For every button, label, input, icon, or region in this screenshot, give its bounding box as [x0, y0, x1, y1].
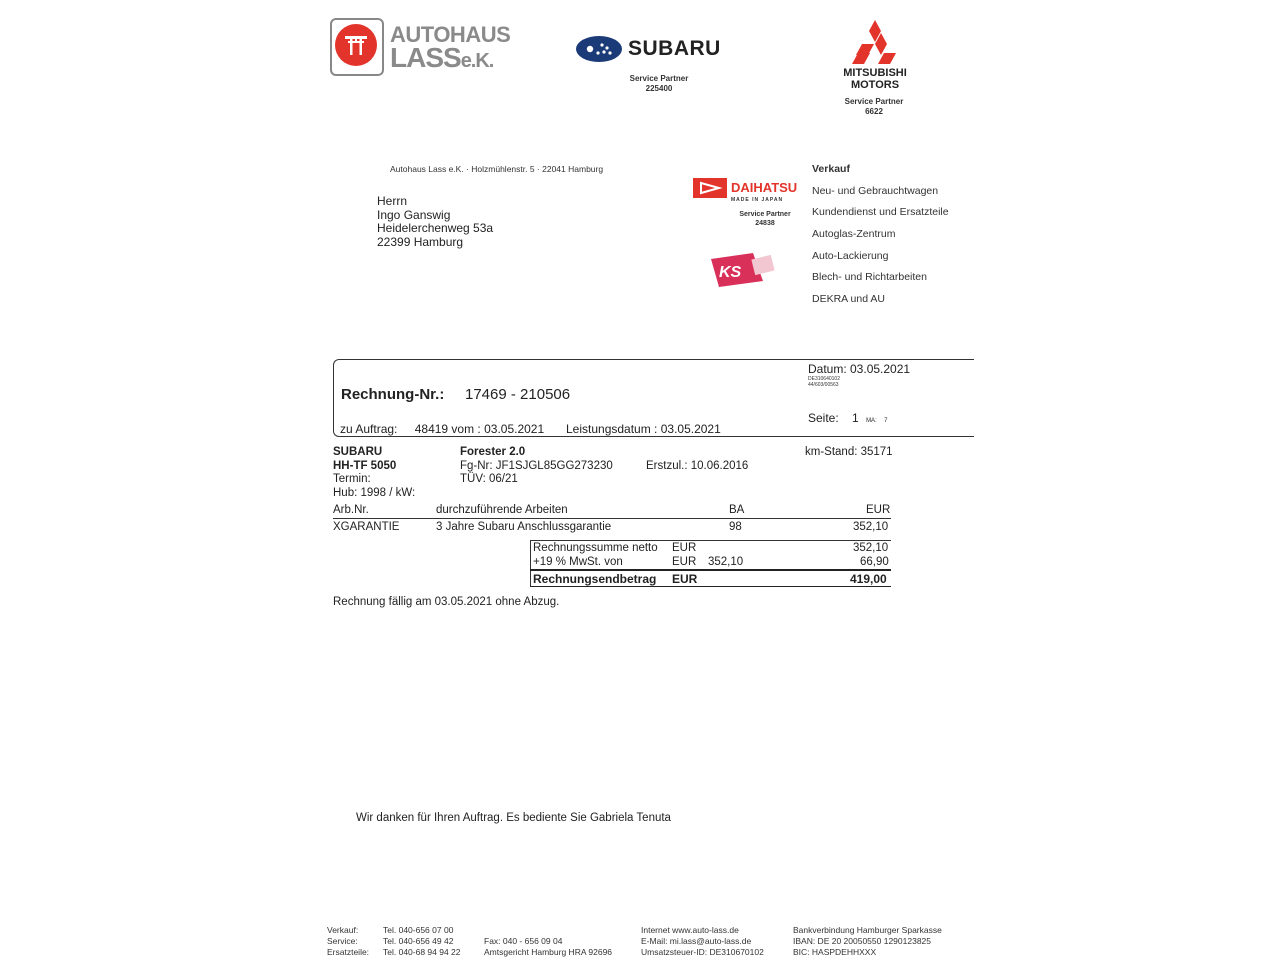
service-item: Kundendienst und Ersatzteile	[812, 206, 949, 219]
service-item: Neu- und Gebrauchtwagen	[812, 184, 939, 197]
col-header-eur: EUR	[866, 504, 891, 516]
row-description: 3 Jahre Subaru Anschlussgarantie	[436, 521, 612, 533]
netto-currency: EUR	[672, 542, 697, 554]
sender-address-line: Autohaus Lass e.K. · Holzmühlenstr. 5 · 22041 Hamburg	[390, 164, 604, 174]
invoice-number: 17469 - 210506	[465, 386, 571, 403]
subaru-stars-icon	[576, 36, 622, 62]
footer-online	[641, 925, 764, 958]
ks-autoglas-logo	[707, 253, 777, 293]
daihatsu-wordmark: DAIHATSU	[731, 180, 798, 195]
netto-label: Rechnungssumme netto	[533, 542, 658, 554]
vehicle-mileage: km-Stand: 35171	[805, 446, 893, 458]
mitsubishi-service-partner	[835, 97, 913, 117]
mitsubishi-line1: MITSUBISHI	[843, 67, 907, 79]
recipient-city: 22399 Hamburg	[377, 234, 464, 249]
footer-bank	[793, 925, 942, 958]
footer-label-ersatzteile: Ersatzteile:	[327, 947, 370, 957]
order-label: zu Auftrag:	[340, 422, 398, 436]
footer-phone-labels	[327, 925, 369, 958]
col-header-arbeiten: durchzuführende Arbeiten	[436, 504, 568, 516]
footer-fax: Fax: 040 - 656 09 04	[484, 936, 563, 946]
footer-label-verkauf: Verkauf:	[327, 925, 359, 935]
summary-bottom-line	[530, 586, 891, 587]
invoice-number-label: Rechnung-Nr.:	[341, 386, 445, 403]
daihatsu-made-in-japan: MADE IN JAPAN	[731, 197, 784, 203]
page-number: 1	[852, 411, 859, 425]
thank-you-note: Wir danken für Ihren Auftrag. Es bediente Sie Gabriela Tenuta	[356, 812, 671, 824]
invoice-date-small-print	[808, 376, 840, 388]
invoice-date: Datum: 03.05.2021	[808, 362, 911, 376]
service-item: Autoglas-Zentrum	[812, 228, 896, 241]
summary-top-line	[530, 540, 891, 541]
tax-no-small: 44/603/00563	[808, 382, 839, 388]
daihatsu-mark-icon	[693, 178, 727, 198]
footer-bic: BIC: HASPDEHHXXX	[793, 947, 877, 957]
col-header-ba: BA	[729, 504, 745, 516]
summary-left-line	[530, 540, 531, 586]
footer-bank-name: Bankverbindung Hamburger Sparkasse	[793, 925, 942, 935]
total-label: Rechnungsendbetrag	[533, 572, 657, 586]
services-title: Verkauf	[812, 163, 850, 175]
netto-value: 352,10	[853, 542, 889, 554]
logo-lass-word: LASS	[390, 42, 461, 73]
row-arbnr: XGARANTIE	[333, 521, 400, 533]
mwst-label: +19 % MwSt. von	[533, 556, 623, 568]
vehicle-fgnr: Fg-Nr: JF1SJGL85GG273230	[460, 459, 613, 472]
service-item: Blech- und Richtarbeiten	[812, 271, 927, 284]
mitsubishi-diamonds-icon	[850, 20, 900, 66]
footer-internet: Internet www.auto-lass.de	[641, 925, 739, 935]
ma-number: 7	[884, 418, 888, 424]
row-ba: 98	[729, 521, 742, 533]
total-value: 419,00	[850, 572, 887, 586]
footer-iban: IBAN: DE 20 20050550 1290123825	[793, 936, 932, 946]
recipient-salutation: Herrn	[377, 194, 408, 208]
total-currency: EUR	[672, 572, 698, 586]
vehicle-first-registration: Erstzul.: 10.06.2016	[646, 460, 749, 472]
vehicle-plate: HH-TF 5050	[333, 459, 397, 472]
daihatsu-sp-number: 24838	[755, 220, 775, 227]
subaru-wordmark: SUBARU	[628, 37, 721, 60]
services-list	[812, 162, 949, 314]
table-header-divider	[333, 518, 891, 519]
service-date: Leistungsdatum : 03.05.2021	[566, 422, 721, 436]
recipient-name: Ingo Ganswig	[377, 207, 451, 222]
recipient-address	[377, 195, 493, 249]
order-value: 48419 vom : 03.05.2021	[414, 422, 545, 436]
mitsubishi-sp-number: 6622	[865, 107, 883, 116]
mwst-currency: EUR	[672, 556, 697, 568]
subaru-sp-number: 225400	[645, 84, 673, 93]
logo-suffix: e.K.	[460, 50, 494, 72]
vehicle-left-column	[333, 446, 415, 500]
logo-text-lass	[390, 42, 493, 74]
page-indicator	[808, 411, 887, 425]
daihatsu-sp-label: Service Partner	[739, 211, 791, 218]
service-item: Auto-Lackierung	[812, 249, 889, 262]
subaru-sp-label: Service Partner	[629, 74, 689, 83]
col-header-arbnr: Arb.Nr.	[333, 504, 369, 516]
footer-label-service: Service:	[327, 936, 358, 946]
vehicle-termin: Termin:	[333, 473, 371, 485]
footer-phone-values	[383, 925, 461, 958]
daihatsu-service-partner	[735, 210, 795, 228]
footer-email: E-Mail: mi.lass@auto-lass.de	[641, 936, 752, 946]
svg-text:KS: KS	[719, 264, 742, 281]
footer-phone-ersatzteile: Tel. 040-68 94 94 22	[383, 947, 461, 957]
torii-gate-icon	[345, 35, 367, 55]
row-eur: 352,10	[853, 521, 889, 533]
mwst-base: 352,10	[708, 556, 744, 568]
autohaus-lass-logo	[330, 18, 510, 78]
vehicle-middle-column	[460, 446, 613, 487]
page-label: Seite:	[808, 411, 839, 425]
tax-id-small: DE310640102	[808, 376, 840, 382]
footer-phone-service: Tel. 040-656 49 42	[383, 936, 454, 946]
footer-phone-verkauf: Tel. 040-656 07 00	[383, 925, 454, 935]
mitsubishi-wordmark	[830, 67, 920, 91]
mitsubishi-line2: MOTORS	[850, 79, 900, 91]
vehicle-hub: Hub: 1998 / kW:	[333, 486, 416, 499]
mitsubishi-sp-label: Service Partner	[844, 97, 904, 106]
payment-due-note: Rechnung fällig am 03.05.2021 ohne Abzug.	[333, 596, 560, 608]
summary-total-divider	[530, 569, 891, 571]
vehicle-make: SUBARU	[333, 446, 383, 458]
footer-court: Amtsgericht Hamburg HRA 92696	[484, 947, 613, 957]
mwst-value: 66,90	[860, 556, 889, 568]
vehicle-tuev: TÜV: 06/21	[460, 473, 518, 485]
recipient-street: Heidelerchenweg 53a	[377, 221, 494, 235]
subaru-service-partner	[620, 74, 698, 94]
vehicle-model: Forester 2.0	[460, 446, 526, 458]
subaru-logo	[576, 34, 736, 64]
service-item: DEKRA und AU	[812, 293, 885, 306]
ma-label: MA:	[866, 418, 877, 424]
footer-vat-id: Umsatzsteuer-ID: DE310670102	[641, 947, 764, 957]
footer-fax-court	[484, 936, 612, 958]
logo-text-autohaus: AUTOHAUS	[390, 22, 511, 47]
order-reference	[340, 422, 544, 436]
